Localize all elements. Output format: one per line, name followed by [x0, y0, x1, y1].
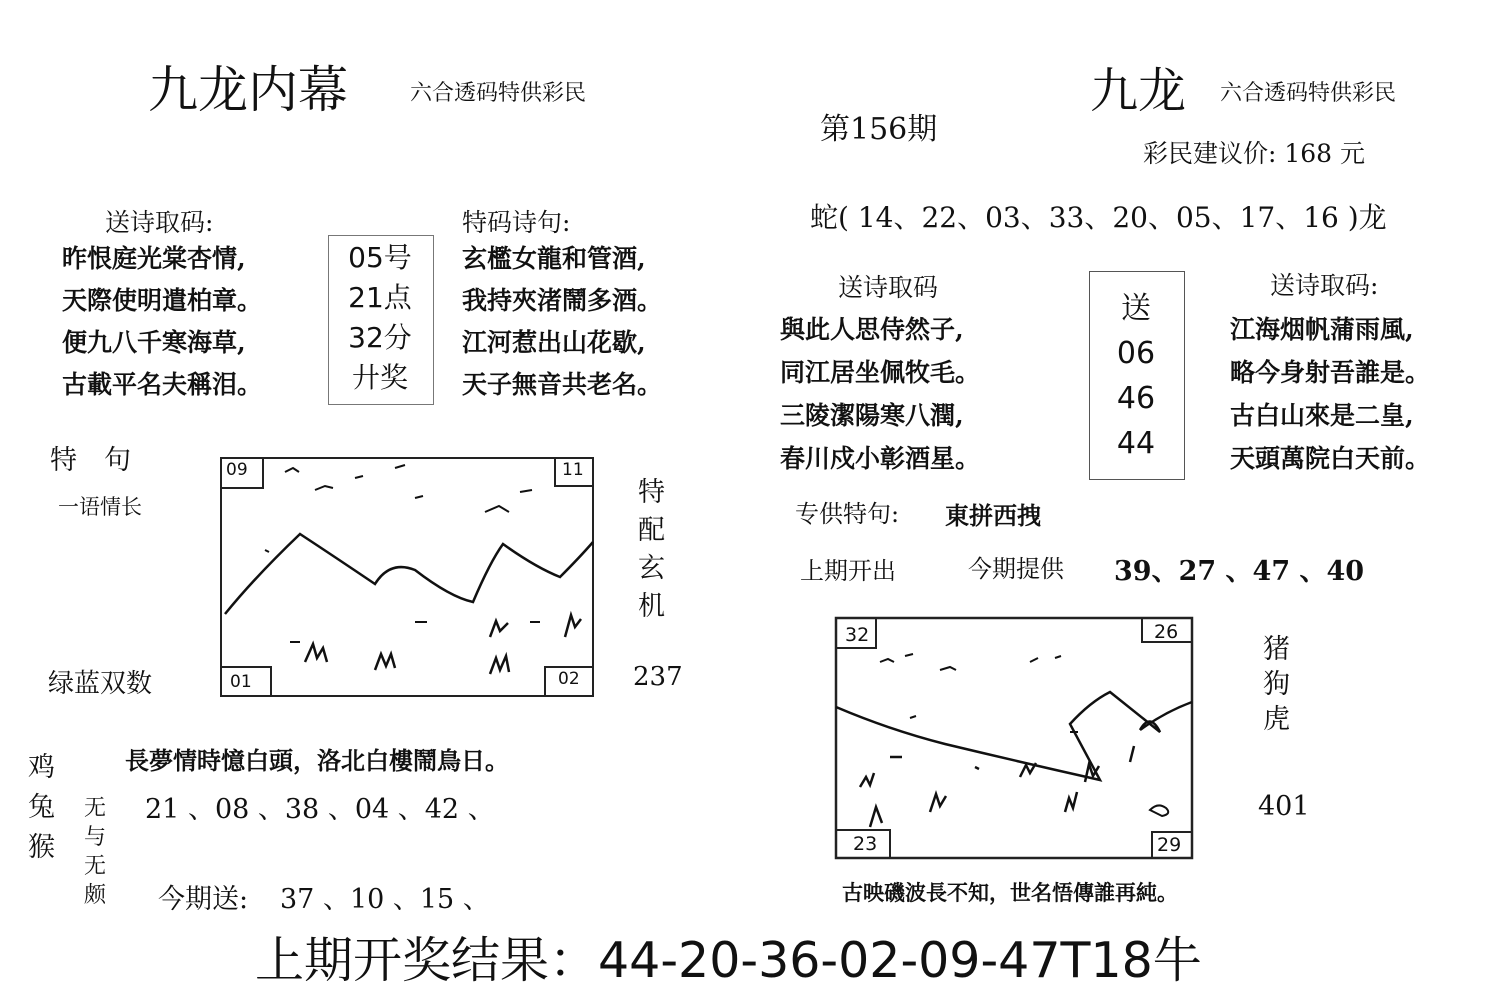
poem-line: 同江居坐佩牧毛。 — [780, 358, 981, 387]
corner-number-tr: 11 — [562, 460, 584, 480]
poem-line: 我持夾渚鬧多酒。 — [462, 286, 663, 315]
vertical-char: 无 — [84, 796, 107, 821]
vertical-char: 狗 — [1263, 669, 1290, 700]
right-poem-left — [780, 308, 980, 480]
left-numbers-row: 21 、08 、38 、04 、42 、 — [145, 794, 495, 825]
left-verse: 長夢情時憶白頭，洛北白樓鬧鳥日。 — [125, 746, 509, 775]
right-poem-right — [1230, 308, 1430, 480]
box-line: 32分 — [348, 321, 412, 354]
poem-line: 便九八千寒海草, — [62, 328, 246, 357]
te-ju-text: 一语情长 — [58, 495, 142, 519]
poem-line: 天頭萬院白天前。 — [1230, 444, 1431, 473]
left-subtitle: 六合透码特供彩民 — [410, 81, 587, 106]
left-landscape-drawing — [215, 452, 600, 702]
left-title: 九龙内幕 — [148, 61, 348, 119]
poem-line: 天子無音共老名。 — [462, 370, 663, 399]
poem-line: 古載平名夫稱泪。 — [62, 370, 263, 399]
box-line: 廾奖 — [351, 361, 408, 394]
box-line: 21点 — [348, 281, 412, 314]
left-center-values — [328, 238, 432, 398]
today-send-label: 今期送: — [158, 884, 249, 915]
right-poem-heading-left: 送诗取码 — [838, 273, 939, 302]
box-line: 06 — [1116, 336, 1156, 371]
vertical-char: 特 — [638, 477, 665, 508]
right-subtitle: 六合透码特供彩民 — [1220, 81, 1397, 106]
animal: 鸡 — [28, 752, 55, 783]
vertical-char: 虎 — [1263, 704, 1290, 735]
right-verse: 古映磯波長不知，世名悟傳誰再純。 — [842, 880, 1178, 905]
poem-line: 江海烟帆蒲雨風, — [1230, 315, 1414, 344]
vertical-char: 无 — [84, 854, 107, 879]
left-side-vertical — [638, 474, 665, 626]
box-line: 46 — [1116, 381, 1156, 416]
poem-line: 與此人思侍然子, — [780, 315, 964, 344]
poem-line: 古白山來是二皇, — [1230, 401, 1414, 430]
color-hint: 绿蓝双数 — [48, 669, 153, 699]
vertical-char: 猪 — [1263, 634, 1290, 665]
left-poem — [62, 238, 262, 406]
box-line: 05号 — [348, 241, 412, 274]
vertical-char: 玄 — [638, 553, 665, 584]
special-phrase-text: 東拼西拽 — [945, 501, 1041, 530]
left-side-number: 237 — [633, 662, 683, 692]
provide-label: 今期提供 — [968, 555, 1064, 583]
right-landscape-drawing — [830, 612, 1198, 868]
corner-number-bl: 01 — [230, 672, 252, 692]
poem-line: 三陵潔陽寒八潤, — [780, 401, 964, 430]
today-send-numbers: 37 、10 、15 、 — [280, 884, 490, 915]
animal: 猴 — [28, 832, 55, 863]
animal: 兔 — [28, 792, 55, 823]
vertical-char: 与 — [84, 825, 107, 850]
provide-numbers: 39、27 、47 、40 — [1114, 556, 1365, 587]
right-side-number: 401 — [1258, 791, 1310, 822]
right-title: 九龙 — [1090, 63, 1187, 119]
poem-line: 玄檻女龍和管酒, — [462, 244, 646, 273]
poem-line: 春川戍小彰酒星。 — [780, 444, 981, 473]
corner-number-bl: 23 — [853, 833, 878, 855]
last-issue-label: 上期开出 — [800, 557, 896, 585]
vertical-char: 颇 — [84, 883, 107, 908]
last-draw-result: 上期开奖结果：44-20-36-02-09-47T18牛 — [255, 932, 1202, 987]
right-center-values — [1089, 286, 1183, 466]
left-poem-heading: 送诗取码: — [105, 208, 214, 237]
corner-number-tl: 09 — [226, 460, 248, 480]
te-ju-label: 特 句 — [50, 445, 131, 476]
vertical-char: 配 — [638, 515, 665, 546]
suggested-price: 彩民建议价: 168 元 — [1143, 139, 1366, 168]
snake-number-line: 蛇( 14、22、03、33、20、05、17、16 )龙 — [810, 201, 1387, 234]
poem-line: 江河惹出山花歇, — [462, 328, 646, 357]
box-line: 送 — [1121, 291, 1151, 326]
poem-line: 天際使明遣柏章。 — [62, 286, 263, 315]
corner-number-tr: 26 — [1154, 621, 1179, 643]
poem-line: 略今身射吾誰是。 — [1230, 358, 1431, 387]
poem-line: 昨恨庭光棠杏情, — [62, 244, 246, 273]
special-phrase-label: 专供特句: — [795, 500, 900, 528]
issue-number: 第156期 — [820, 112, 938, 147]
right-side-vertical — [1263, 632, 1290, 737]
corner-number-br: 29 — [1157, 834, 1182, 856]
corner-number-tl: 32 — [845, 624, 870, 646]
special-poem — [462, 238, 662, 406]
box-line: 44 — [1116, 426, 1156, 461]
corner-number-br: 02 — [558, 669, 580, 689]
special-heading: 特码诗句: — [462, 208, 571, 237]
vertical-char: 机 — [638, 591, 665, 622]
small-vertical-text — [84, 794, 106, 910]
right-poem-heading-right: 送诗取码: — [1270, 271, 1379, 300]
animal-list — [28, 748, 55, 868]
